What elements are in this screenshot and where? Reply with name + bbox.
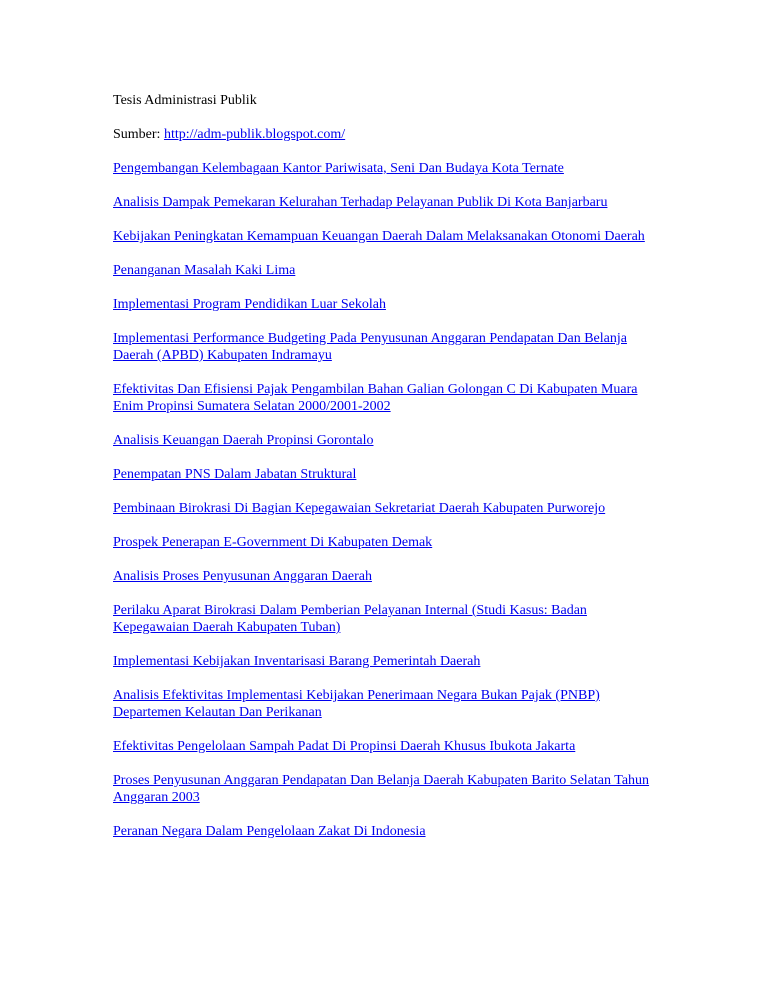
- thesis-link[interactable]: Efektivitas Dan Efisiensi Pajak Pengambilan Bahan Galian Golongan C Di Kabupaten Muara Enim Propinsi Sumatera Selatan 2000/2001-2002: [113, 382, 638, 414]
- thesis-link[interactable]: Proses Penyusunan Anggaran Pendapatan Dan Belanja Daerah Kabupaten Barito Selatan Tahun Anggaran 2003: [113, 773, 650, 805]
- thesis-link[interactable]: Implementasi Program Pendidikan Luar Sekolah: [113, 297, 386, 312]
- source-label: Sumber:: [113, 127, 164, 142]
- thesis-link[interactable]: Efektivitas Pengelolaan Sampah Padat Di Propinsi Daerah Khusus Ibukota Jakarta: [113, 739, 576, 754]
- thesis-link[interactable]: Perilaku Aparat Birokrasi Dalam Pemberian Pelayanan Internal (Studi Kasus: Badan Kepegawaian Daerah Kabupaten Tuban): [113, 603, 587, 635]
- thesis-link[interactable]: Peranan Negara Dalam Pengelolaan Zakat Di Indonesia: [113, 824, 426, 839]
- thesis-link[interactable]: Penempatan PNS Dalam Jabatan Struktural: [113, 467, 357, 482]
- thesis-link[interactable]: Penanganan Masalah Kaki Lima: [113, 263, 296, 278]
- thesis-link[interactable]: Implementasi Performance Budgeting Pada Penyusunan Anggaran Pendapatan Dan Belanja Daerah (APBD) Kabupaten Indramayu: [113, 331, 627, 363]
- thesis-link[interactable]: Implementasi Kebijakan Inventarisasi Barang Pemerintah Daerah: [113, 654, 481, 669]
- document-title: Tesis Administrasi Publik: [113, 93, 257, 108]
- thesis-link[interactable]: Analisis Efektivitas Implementasi Kebijakan Penerimaan Negara Bukan Pajak (PNBP) Departemen Kelautan Dan Perikanan: [113, 688, 600, 720]
- thesis-link[interactable]: Analisis Proses Penyusunan Anggaran Daerah: [113, 569, 372, 584]
- source-line: [113, 126, 658, 143]
- thesis-link[interactable]: Pembinaan Birokrasi Di Bagian Kepegawaian Sekretariat Daerah Kabupaten Purworejo: [113, 501, 606, 516]
- thesis-link[interactable]: Analisis Keuangan Daerah Propinsi Gorontalo: [113, 433, 374, 448]
- thesis-link[interactable]: Pengembangan Kelembagaan Kantor Pariwisata, Seni Dan Budaya Kota Ternate: [113, 161, 564, 176]
- thesis-link[interactable]: Prospek Penerapan E-Government Di Kabupaten Demak: [113, 535, 433, 550]
- document-page: [113, 92, 658, 857]
- thesis-link[interactable]: Kebijakan Peningkatan Kemampuan Keuangan Daerah Dalam Melaksanakan Otonomi Daerah: [113, 229, 645, 244]
- thesis-link[interactable]: Analisis Dampak Pemekaran Kelurahan Terhadap Pelayanan Publik Di Kota Banjarbaru: [113, 195, 608, 210]
- source-link[interactable]: http://adm-publik.blogspot.com/: [163, 127, 346, 142]
